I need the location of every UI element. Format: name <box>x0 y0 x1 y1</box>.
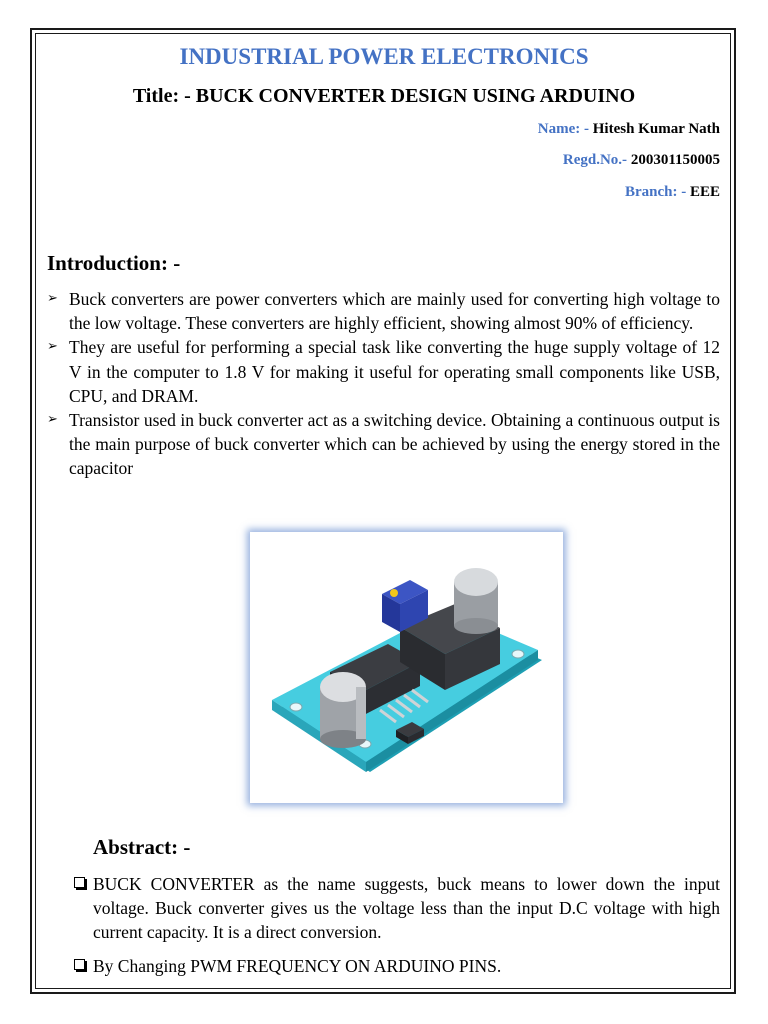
list-item <box>47 287 720 335</box>
list-item <box>47 335 720 408</box>
checkbox-bullet-icon <box>74 959 85 970</box>
arrow-bullet-icon: ➢ <box>47 291 58 306</box>
pcb-illustration <box>250 532 563 803</box>
name-value: Hitesh Kumar Nath <box>592 121 720 137</box>
list-item <box>72 872 720 945</box>
list-item-text: By Changing PWM FREQUENCY ON ARDUINO PINS. <box>93 955 502 976</box>
regd-value: 200301150005 <box>630 152 720 168</box>
arrow-bullet-icon: ➢ <box>47 339 58 355</box>
introduction-list <box>47 287 720 481</box>
branch <box>625 184 720 201</box>
branch-value: EEE <box>689 184 720 200</box>
student-name <box>538 121 720 138</box>
list-item-text: They are useful for performing a special task like converting the huge supply voltage of 12 V in the computer to 1.8 V for making it useful for operating small components like USB, CPU, and DRAM. <box>69 337 720 406</box>
arrow-bullet-icon: ➢ <box>47 412 58 428</box>
buck-converter-module-image <box>250 532 563 803</box>
list-item-text: BUCK CONVERTER as the name suggests, buck means to lower down the input voltage. Buck converter gives us the voltage less than the input D.C voltage with high current capacity. It is a direct conversion. <box>93 874 720 943</box>
document-title: Title: - BUCK CONVERTER DESIGN USING ARDUINO <box>132 85 636 107</box>
registration-number <box>563 152 720 169</box>
branch-label: Branch: - <box>624 184 690 200</box>
list-item <box>47 408 720 481</box>
abstract-list <box>72 872 720 978</box>
introduction-heading: Introduction: - <box>47 251 181 275</box>
list-item-text: Transistor used in buck converter act as a switching device. Obtaining a continuous output is the main purpose of buck converter which can be achieved by using the energy stored in the capacitor <box>69 410 720 479</box>
list-item-text: Buck converters are power converters which are mainly used for converting high voltage to the low voltage. These converters are highly efficient, showing almost 90% of efficiency. <box>69 289 720 334</box>
name-label: Name: - <box>537 121 593 137</box>
department-heading: INDUSTRIAL POWER ELECTRONICS <box>179 44 589 69</box>
list-item <box>72 954 720 978</box>
regd-label: Regd.No.- <box>562 152 631 168</box>
checkbox-bullet-icon <box>74 877 85 888</box>
abstract-heading: Abstract: - <box>93 835 191 859</box>
